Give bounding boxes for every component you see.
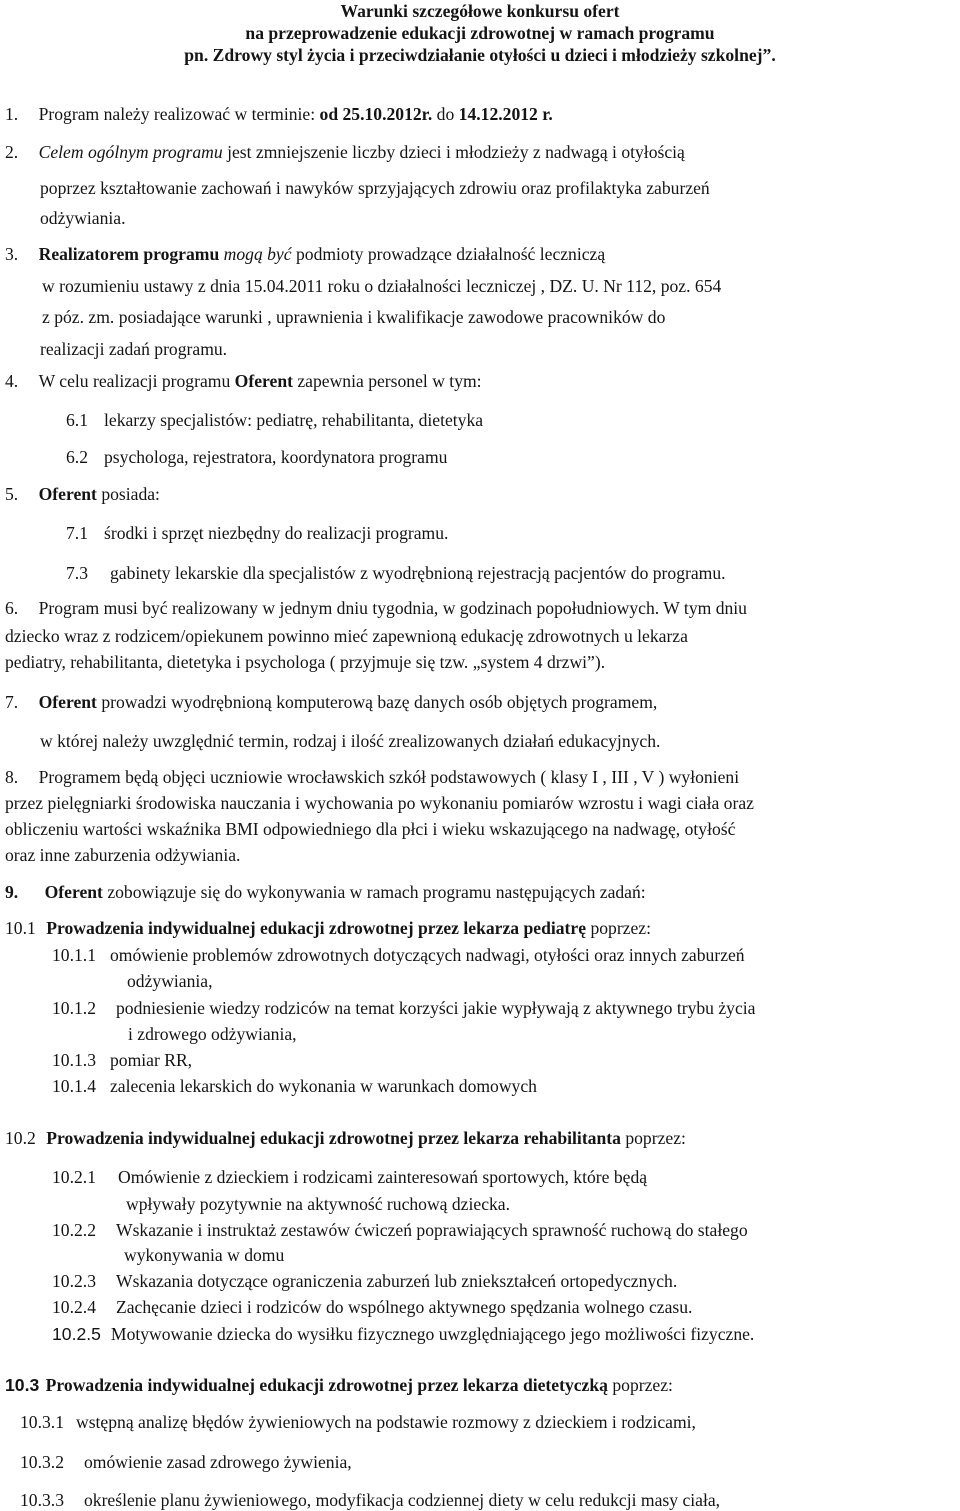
point-3-line-2: w rozumieniu ustawy z dnia 15.04.2011 roku o działalności leczniczej , DZ. U. Nr 112, poz. 654 bbox=[42, 276, 722, 296]
point-4: 4. W celu realizacji programu Oferent zapewnia personel w tym: bbox=[5, 371, 482, 391]
document-title-line-1: Warunki szczegółowe konkursu ofert bbox=[340, 1, 620, 21]
point-8-line-3: obliczeniu wartości wskaźnika BMI odpowiedniego dla płci i wieku wskazującego na nadwagę, otyłość bbox=[5, 819, 736, 839]
point-number: 1. bbox=[5, 104, 19, 124]
point-9: 9. Oferent zobowiązuje się do wykonywania w ramach programu następujących zadań: bbox=[5, 882, 646, 902]
point-2-line-2: poprzez kształtowanie zachowań i nawyków sprzyjających zdrowiu oraz profilaktyka zaburzeń bbox=[40, 178, 710, 198]
point-4-item-2: 6.2 psychologa, rejestratora, koordynatora programu bbox=[66, 447, 448, 467]
item-10-3-2: 10.3.2 omówienie zasad zdrowego żywienia, bbox=[20, 1452, 352, 1472]
point-3: 3. Realizatorem programu mogą być podmioty prowadzące działalność leczniczą bbox=[5, 244, 606, 264]
point-8-line-4: oraz inne zaburzenia odżywiania. bbox=[5, 845, 241, 865]
point-7-line-2: w której należy uwzględnić termin, rodzaj i ilość zrealizowanych działań edukacyjnych. bbox=[40, 731, 661, 751]
point-6: 6. Program musi być realizowany w jednym dniu tygodnia, w godzinach popołudniowych. W tym dniu bbox=[5, 598, 747, 618]
document-title-line-3: pn. Zdrowy styl życia i przeciwdziałanie otyłości u dzieci i młodzieży szkolnej”. bbox=[184, 45, 776, 65]
item-10-1-4: 10.1.4 zalecenia lekarskich do wykonania w warunkach domowych bbox=[52, 1076, 537, 1096]
item-10-1-1: 10.1.1 omówienie problemów zdrowotnych dotyczących nadwagi, otyłości oraz innych zaburzeń bbox=[52, 945, 745, 965]
point-6-line-3: pediatry, rehabilitanta, dietetyka i psychologa ( przyjmuje się tzw. „system 4 drzwi”). bbox=[5, 652, 606, 672]
document-title-line-2: na przeprowadzenie edukacji zdrowotnej w ramach programu bbox=[245, 23, 715, 43]
item-10-1-1-cont: odżywiania, bbox=[127, 971, 213, 991]
point-2-line-3: odżywiania. bbox=[40, 208, 126, 228]
point-4-item-1: 6.1 lekarzy specjalistów: pediatrę, rehabilitanta, dietetyka bbox=[66, 410, 484, 430]
item-10-2-4: 10.2.4 Zachęcanie dzieci i rodziców do wspólnego aktywnego spędzania wolnego czasu. bbox=[52, 1297, 693, 1317]
section-10-2-heading: 10.2 Prowadzenia indywidualnej edukacji zdrowotnej przez lekarza rehabilitanta poprzez: bbox=[5, 1128, 686, 1148]
point-1: 1. Program należy realizować w terminie: od 25.10.2012r. do 14.12.2012 r. bbox=[5, 104, 553, 124]
point-6-line-2: dziecko wraz z rodzicem/opiekunem powinno mieć zapewnioną edukację zdrowotnych u lekarza bbox=[5, 626, 688, 646]
item-10-2-5: 10.2.5 Motywowanie dziecka do wysiłku fizycznego uwzględniającego jego możliwości fizyczne. bbox=[52, 1324, 755, 1344]
item-10-2-3: 10.2.3 Wskazania dotyczące ograniczenia zaburzeń lub zniekształceń ortopedycznych. bbox=[52, 1271, 678, 1291]
item-10-2-1-cont: wpływały pozytywnie na aktywność ruchową dziecka. bbox=[126, 1194, 511, 1214]
item-10-2-1: 10.2.1 Omówienie z dzieckiem i rodzicami zainteresowań sportowych, które będą bbox=[52, 1167, 648, 1187]
item-10-3-1: 10.3.1 wstępną analizę błędów żywieniowych na podstawie rozmowy z dzieckiem i rodzicami, bbox=[20, 1412, 696, 1432]
item-10-1-2: 10.1.2 podniesienie wiedzy rodziców na temat korzyści jakie wypływają z aktywnego trybu życia bbox=[52, 998, 756, 1018]
point-8-line-2: przez pielęgniarki środowiska nauczania i wychowania po wykonaniu pomiarów wzrostu i wagi ciała oraz bbox=[5, 793, 754, 813]
item-10-2-2: 10.2.2 Wskazanie i instruktaż zestawów ćwiczeń poprawiających sprawność ruchową do stałego bbox=[52, 1220, 748, 1240]
section-10-3-heading: 10.3 Prowadzenia indywidualnej edukacji zdrowotnej przez lekarza dietetyczką poprzez: bbox=[5, 1375, 673, 1395]
point-7: 7. Oferent prowadzi wyodrębnioną komputerową bazę danych osób objętych programem, bbox=[5, 692, 658, 712]
point-2: 2. Celem ogólnym programu jest zmniejszenie liczby dzieci i młodzieży z nadwagą i otyłością bbox=[5, 142, 685, 162]
item-10-3-3: 10.3.3 określenie planu żywieniowego, modyfikacja codziennej diety w celu redukcji masy ciała, bbox=[20, 1490, 721, 1510]
item-10-1-3: 10.1.3 pomiar RR, bbox=[52, 1050, 193, 1070]
item-10-2-2-cont: wykonywania w domu bbox=[124, 1245, 285, 1265]
point-5-item-3: 7.3 gabinety lekarskie dla specjalistów z wyodrębnioną rejestracją pacjentów do programu. bbox=[66, 563, 726, 583]
point-5-item-1: 7.1 środki i sprzęt niezbędny do realizacji programu. bbox=[66, 523, 449, 543]
point-5: 5. Oferent posiada: bbox=[5, 484, 160, 504]
end-date: 14.12.2012 r. bbox=[458, 104, 553, 124]
point-8: 8. Programem będą objęci uczniowie wrocławskich szkół podstawowych ( klasy I , III , V ) wyłonieni bbox=[5, 767, 740, 787]
section-10-1-heading: 10.1 Prowadzenia indywidualnej edukacji zdrowotnej przez lekarza pediatrę poprzez: bbox=[5, 918, 652, 938]
point-3-line-4: realizacji zadań programu. bbox=[40, 339, 228, 359]
point-3-line-3: z póz. zm. posiadające warunki , uprawnienia i kwalifikacje zawodowe pracowników do bbox=[42, 307, 666, 327]
item-10-1-2-cont: i zdrowego odżywiania, bbox=[128, 1024, 297, 1044]
start-date: od 25.10.2012r. bbox=[319, 104, 433, 124]
